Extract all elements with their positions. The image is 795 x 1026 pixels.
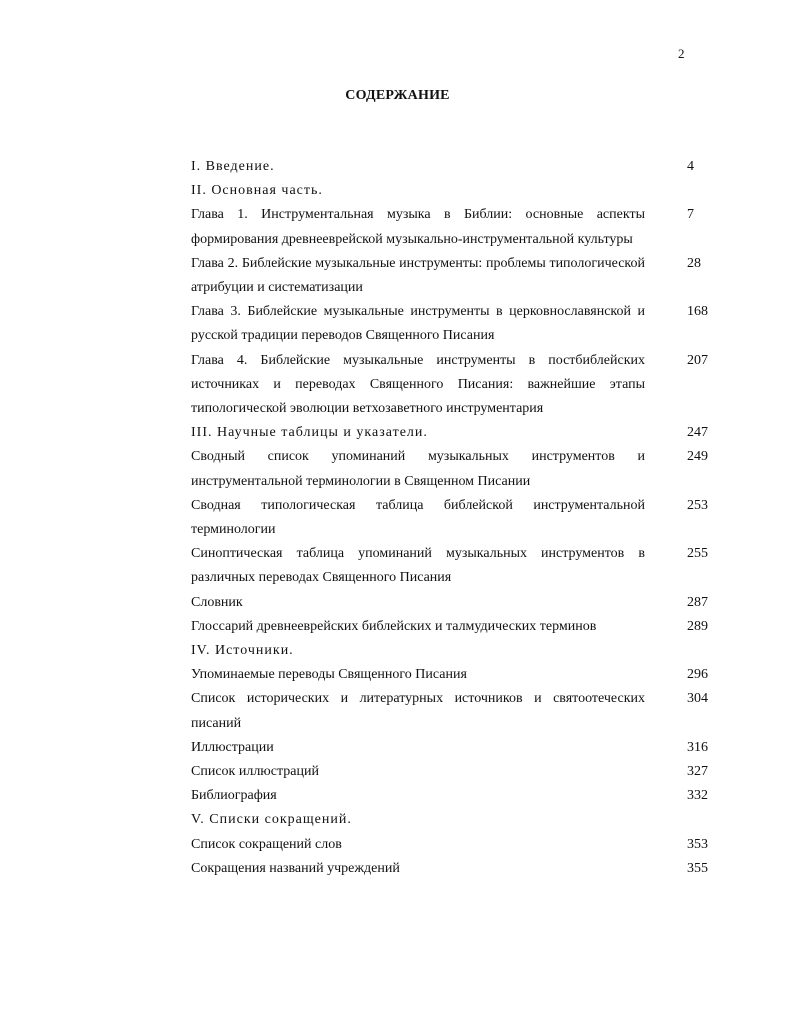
toc-entry-page: 327 — [687, 764, 708, 780]
toc-entry — [191, 203, 711, 251]
toc-entry — [191, 833, 711, 857]
toc-entry-title: Список сокращений слов — [191, 836, 342, 852]
toc-entry-title: Упоминаемые переводы Священного Писания — [191, 667, 467, 683]
toc-entry — [191, 760, 711, 784]
toc-entry-page: 28 — [687, 255, 701, 271]
table-of-contents — [191, 155, 711, 881]
toc-entry-title: Сводная типологическая таблица библейской инструментальной терминологии — [191, 497, 645, 538]
toc-entry-title: Глоссарий древнееврейских библейских и талмудических терминов — [191, 618, 597, 634]
toc-section — [191, 155, 711, 179]
toc-entry — [191, 857, 711, 881]
toc-entry-page: 249 — [687, 449, 708, 465]
toc-entry-page: 296 — [687, 667, 708, 683]
toc-entry — [191, 663, 711, 687]
toc-entry-title: Иллюстрации — [191, 739, 274, 755]
toc-entry-page: 4 — [687, 159, 694, 174]
toc-entry-page: 353 — [687, 836, 708, 852]
toc-entry-title: I. Введение. — [191, 159, 275, 174]
toc-entry-title: V. Списки сокращений. — [191, 812, 352, 828]
toc-entry-page: 332 — [687, 788, 708, 804]
toc-entry-title: Глава 2. Библейские музыкальные инструменты: проблемы типологической атрибуции и систематизации — [191, 255, 645, 296]
toc-section — [191, 808, 711, 832]
toc-entry — [191, 445, 711, 493]
page-title: СОДЕРЖАНИЕ — [345, 88, 450, 103]
toc-entry-page: 304 — [687, 691, 708, 707]
toc-entry-page: 316 — [687, 739, 708, 755]
toc-entry-title: Глава 4. Библейские музыкальные инструменты в постбиблейских источниках и переводах Священного Писания: важнейшие этапы типологической эволюции ветхозаветного инструментария — [191, 352, 645, 417]
page-number: 2 — [678, 46, 685, 61]
toc-entry-title: Глава 3. Библейские музыкальные инструменты в церковнославянской и русской традиции переводов Священного Писания — [191, 304, 645, 344]
toc-entry-title: III. Научные таблицы и указатели. — [191, 425, 428, 441]
toc-entry-page: 207 — [687, 352, 708, 368]
toc-entry — [191, 252, 711, 300]
toc-entry-page: 289 — [687, 618, 708, 634]
toc-entry-page: 7 — [687, 207, 694, 223]
toc-entry — [191, 591, 711, 615]
toc-entry — [191, 784, 711, 808]
toc-entry-title: Сокращения названий учреждений — [191, 860, 400, 876]
toc-entry — [191, 542, 711, 590]
toc-entry-title: II. Основная часть. — [191, 183, 323, 199]
toc-entry — [191, 736, 711, 760]
toc-entry-title: Сводный список упоминаний музыкальных инструментов и инструментальной терминологии в Священном Писании — [191, 449, 645, 489]
toc-entry-page: 255 — [687, 546, 708, 562]
toc-entry-page: 287 — [687, 594, 708, 610]
toc-entry — [191, 687, 711, 735]
toc-entry-page: 247 — [687, 425, 708, 441]
toc-entry-title: IV. Источники. — [191, 643, 294, 659]
toc-entry-title: Список исторических и литературных источников и святоотеческих писаний — [191, 691, 645, 731]
toc-section — [191, 179, 711, 203]
toc-entry — [191, 494, 711, 542]
toc-entry-page: 168 — [687, 304, 708, 320]
toc-entry-page: 355 — [687, 860, 708, 876]
toc-entry-title: Глава 1. Инструментальная музыка в Библии: основные аспекты формирования древнееврейской музыкально-инструментальной культуры — [191, 207, 645, 247]
toc-entry — [191, 300, 711, 348]
toc-entry — [191, 615, 711, 639]
toc-entry-title: Синоптическая таблица упоминаний музыкальных инструментов в различных переводах Священного Писания — [191, 546, 645, 586]
toc-section — [191, 421, 711, 445]
toc-entry-title: Список иллюстраций — [191, 764, 319, 780]
toc-entry — [191, 349, 711, 422]
toc-section — [191, 639, 711, 663]
toc-entry-title: Библиография — [191, 788, 277, 804]
toc-entry-page: 253 — [687, 497, 708, 513]
toc-entry-title: Словник — [191, 594, 243, 610]
